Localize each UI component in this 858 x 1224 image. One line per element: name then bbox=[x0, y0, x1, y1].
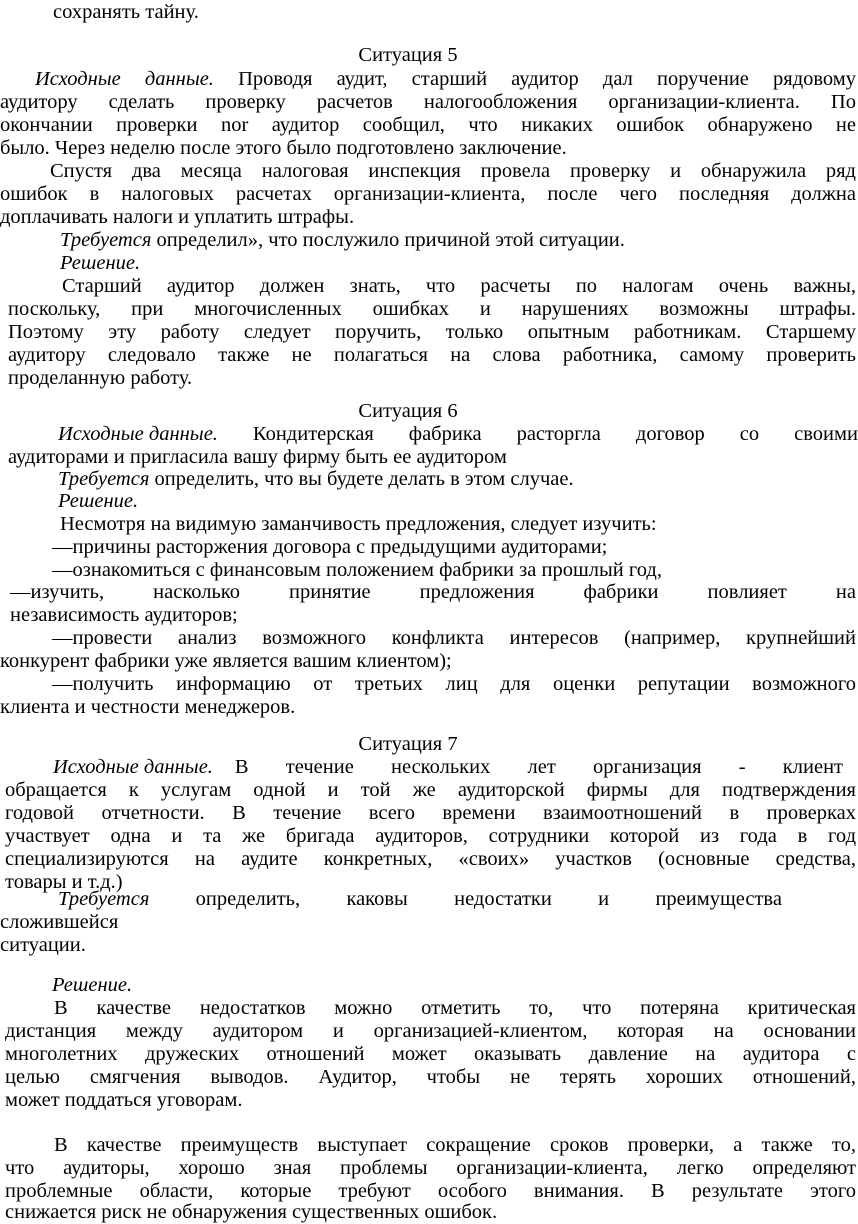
s7-solution-p2-line-1: В качестве преимуществ выступает сокращение сроков проверки, а также то, bbox=[54, 1134, 856, 1156]
s5-solution-line-4: аудитору следовало также не полагаться на слова работника, самому проверить bbox=[8, 344, 856, 366]
s7-req-word-2: каковы bbox=[346, 888, 408, 910]
s7-req-word-4: и bbox=[598, 888, 610, 910]
s5-requirement-label: Требуется bbox=[60, 229, 152, 251]
s7-solution-p1-line-1: В качестве недостатков можно отметить то, что потеряна критическая bbox=[54, 997, 856, 1019]
s7-requirement-label: Требуется bbox=[58, 888, 150, 910]
s7-req-word-3: недостатки bbox=[454, 888, 552, 910]
s6-word-5: со bbox=[739, 423, 760, 445]
s5-paragraph-2-line-1: Спустя два месяца налоговая инспекция провела проверку и обнаружила ряд bbox=[50, 160, 856, 182]
s5-initial-data-label: Исходные данные. bbox=[35, 68, 214, 90]
s6-requirement bbox=[58, 467, 574, 491]
s5-initial-data-text: Проводя аудит, старший аудитор дал поручение рядовому bbox=[213, 68, 856, 90]
s7-req-word-5: преимущества bbox=[655, 888, 782, 910]
s6-word-3: расторгла bbox=[516, 423, 601, 445]
s5-solution-line-3: Поэтому эту работу следует поручить, только опытным работникам. Старшему bbox=[8, 321, 856, 343]
s5-paragraph-2-line-2: ошибок в налоговых расчетах организации-клиента, после чего последняя должна bbox=[0, 183, 856, 205]
s7-solution-p1-line-2: дистанция между аудитором и организацией-клиентом, которая на основании bbox=[5, 1020, 856, 1042]
s6-word-6: своими bbox=[794, 423, 858, 445]
s5-initial-data-line-2: аудитору сделать проверку расчетов налогообложения организации-клиента. По bbox=[0, 91, 856, 113]
s5-requirement bbox=[60, 228, 625, 252]
s6-item-1: —причины расторжения договора с предыдущими аудиторами; bbox=[52, 536, 608, 558]
s7-initial-data-line-4: участвует одна и та же бригада аудиторов, сотрудники которой из года в год bbox=[5, 825, 856, 847]
s6-solution-label bbox=[58, 489, 138, 513]
s7-solution-p2-line-2: что аудиторы, хорошо зная проблемы организации-клиента, легко определяют bbox=[5, 1157, 856, 1179]
s6-initial-data-label: Исходные данные. bbox=[58, 423, 218, 445]
s7-requirement-line-1 bbox=[58, 887, 782, 911]
s5-solution-label bbox=[60, 251, 140, 275]
situation-6-heading: Ситуация 6 bbox=[358, 400, 458, 422]
s7-solution-p1-line-3: многолетних дружеских отношений может оказывать давление на аудитора с bbox=[5, 1043, 856, 1065]
s7-solution-p2-line-3: проблемные области, которые требуют особого внимания. В результате этого bbox=[5, 1180, 856, 1202]
s7-initial-data-line-1 bbox=[53, 755, 843, 779]
s7-solution-p1-line-4: целью смягчения выводов. Аудитор, чтобы не терять хороших отношений, bbox=[5, 1066, 856, 1088]
situation-7-heading: Ситуация 7 bbox=[358, 733, 458, 755]
s7-requirement-line-2: сложившейся bbox=[0, 911, 119, 933]
s5-paragraph-2-line-3: доплачивать налоги и уплатить штрафы. bbox=[0, 206, 355, 228]
s7-initial-data-line-5: специализируются на аудите конкретных, «своих» участков (основные средства, bbox=[5, 848, 856, 870]
s6-item-2: —ознакомиться с финансовым положением фабрики за прошлый год, bbox=[52, 559, 662, 581]
s7-initial-data-text: В течение нескольких лет организация - клиент bbox=[234, 756, 843, 778]
situation-5-heading: Ситуация 5 bbox=[358, 44, 458, 66]
s7-initial-data-label: Исходные данные. bbox=[53, 756, 213, 778]
s6-word-1: Кондитерская bbox=[252, 423, 374, 445]
s5-solution-line-2: поскольку, при многочисленных ошибках и нарушениях возможны штрафы. bbox=[8, 298, 856, 320]
s6-item-3-line-2: независимость аудиторов; bbox=[10, 604, 238, 626]
s7-solution-p2-line-4: снижается риск не обнаружения существенных ошибок. bbox=[5, 1201, 498, 1223]
s5-solution-label-text: Решение. bbox=[60, 252, 141, 274]
s6-word-4: договор bbox=[635, 423, 705, 445]
s5-solution-line-1: Старший аудитор должен знать, что расчеты по налогам очень важны, bbox=[62, 275, 856, 297]
s7-req-word-1: определить, bbox=[195, 888, 301, 910]
s7-solution-p1-line-5: может поддаться уговорам. bbox=[5, 1089, 243, 1111]
s6-initial-data-line-2: аудиторами и пригласила вашу фирму быть ее аудитором bbox=[8, 446, 507, 468]
s6-requirement-label: Требуется bbox=[58, 468, 150, 490]
continuation-line: сохранять тайну. bbox=[53, 1, 199, 23]
s7-initial-data-line-2: обращается к услугам одной и той же аудиторской фирмы для подтверждения bbox=[5, 779, 856, 801]
s6-item-4-line-2: конкурент фабрики уже является вашим клиентом); bbox=[0, 650, 452, 672]
s7-initial-data-line-6: товары и т.д.) bbox=[5, 871, 123, 893]
s5-initial-data-line-3: окончании проверки nor аудитор сообщил, что никаких ошибок обнаружено не bbox=[0, 114, 856, 136]
s6-solution-label-text: Решение. bbox=[58, 490, 139, 512]
s6-item-3-line-1: —изучить, насколько принятие предложения фабрики повлияет на bbox=[10, 581, 856, 603]
s6-word-2: фабрика bbox=[408, 423, 482, 445]
s5-initial-data-line-4: было. Через неделю после этого было подготовлено заключение. bbox=[0, 137, 567, 159]
s5-requirement-text: определил», что послужило причиной этой ситуации. bbox=[151, 229, 625, 251]
s7-solution-label bbox=[52, 973, 132, 997]
s7-solution-label-text: Решение. bbox=[52, 974, 133, 996]
s7-requirement-line-3: ситуации. bbox=[0, 934, 86, 956]
s5-solution-line-5: проделанную работу. bbox=[8, 367, 193, 389]
s6-solution-intro: Несмотря на видимую заманчивость предложения, следует изучить: bbox=[60, 513, 657, 535]
s6-initial-data-line-1 bbox=[58, 422, 858, 446]
s6-item-5-line-2: клиента и честности менеджеров. bbox=[0, 696, 296, 718]
s6-item-4-line-1: —провести анализ возможного конфликта интересов (например, крупнейший bbox=[52, 627, 856, 649]
s5-initial-data-line-1 bbox=[35, 67, 856, 91]
s6-item-5-line-1: —получить информацию от третьих лиц для оценки репутации возможного bbox=[52, 673, 856, 695]
s7-initial-data-line-3: годовой отчетности. В течение всего времени взаимоотношений в проверках bbox=[5, 802, 856, 824]
s6-requirement-text: определить, что вы будете делать в этом случае. bbox=[149, 468, 574, 490]
